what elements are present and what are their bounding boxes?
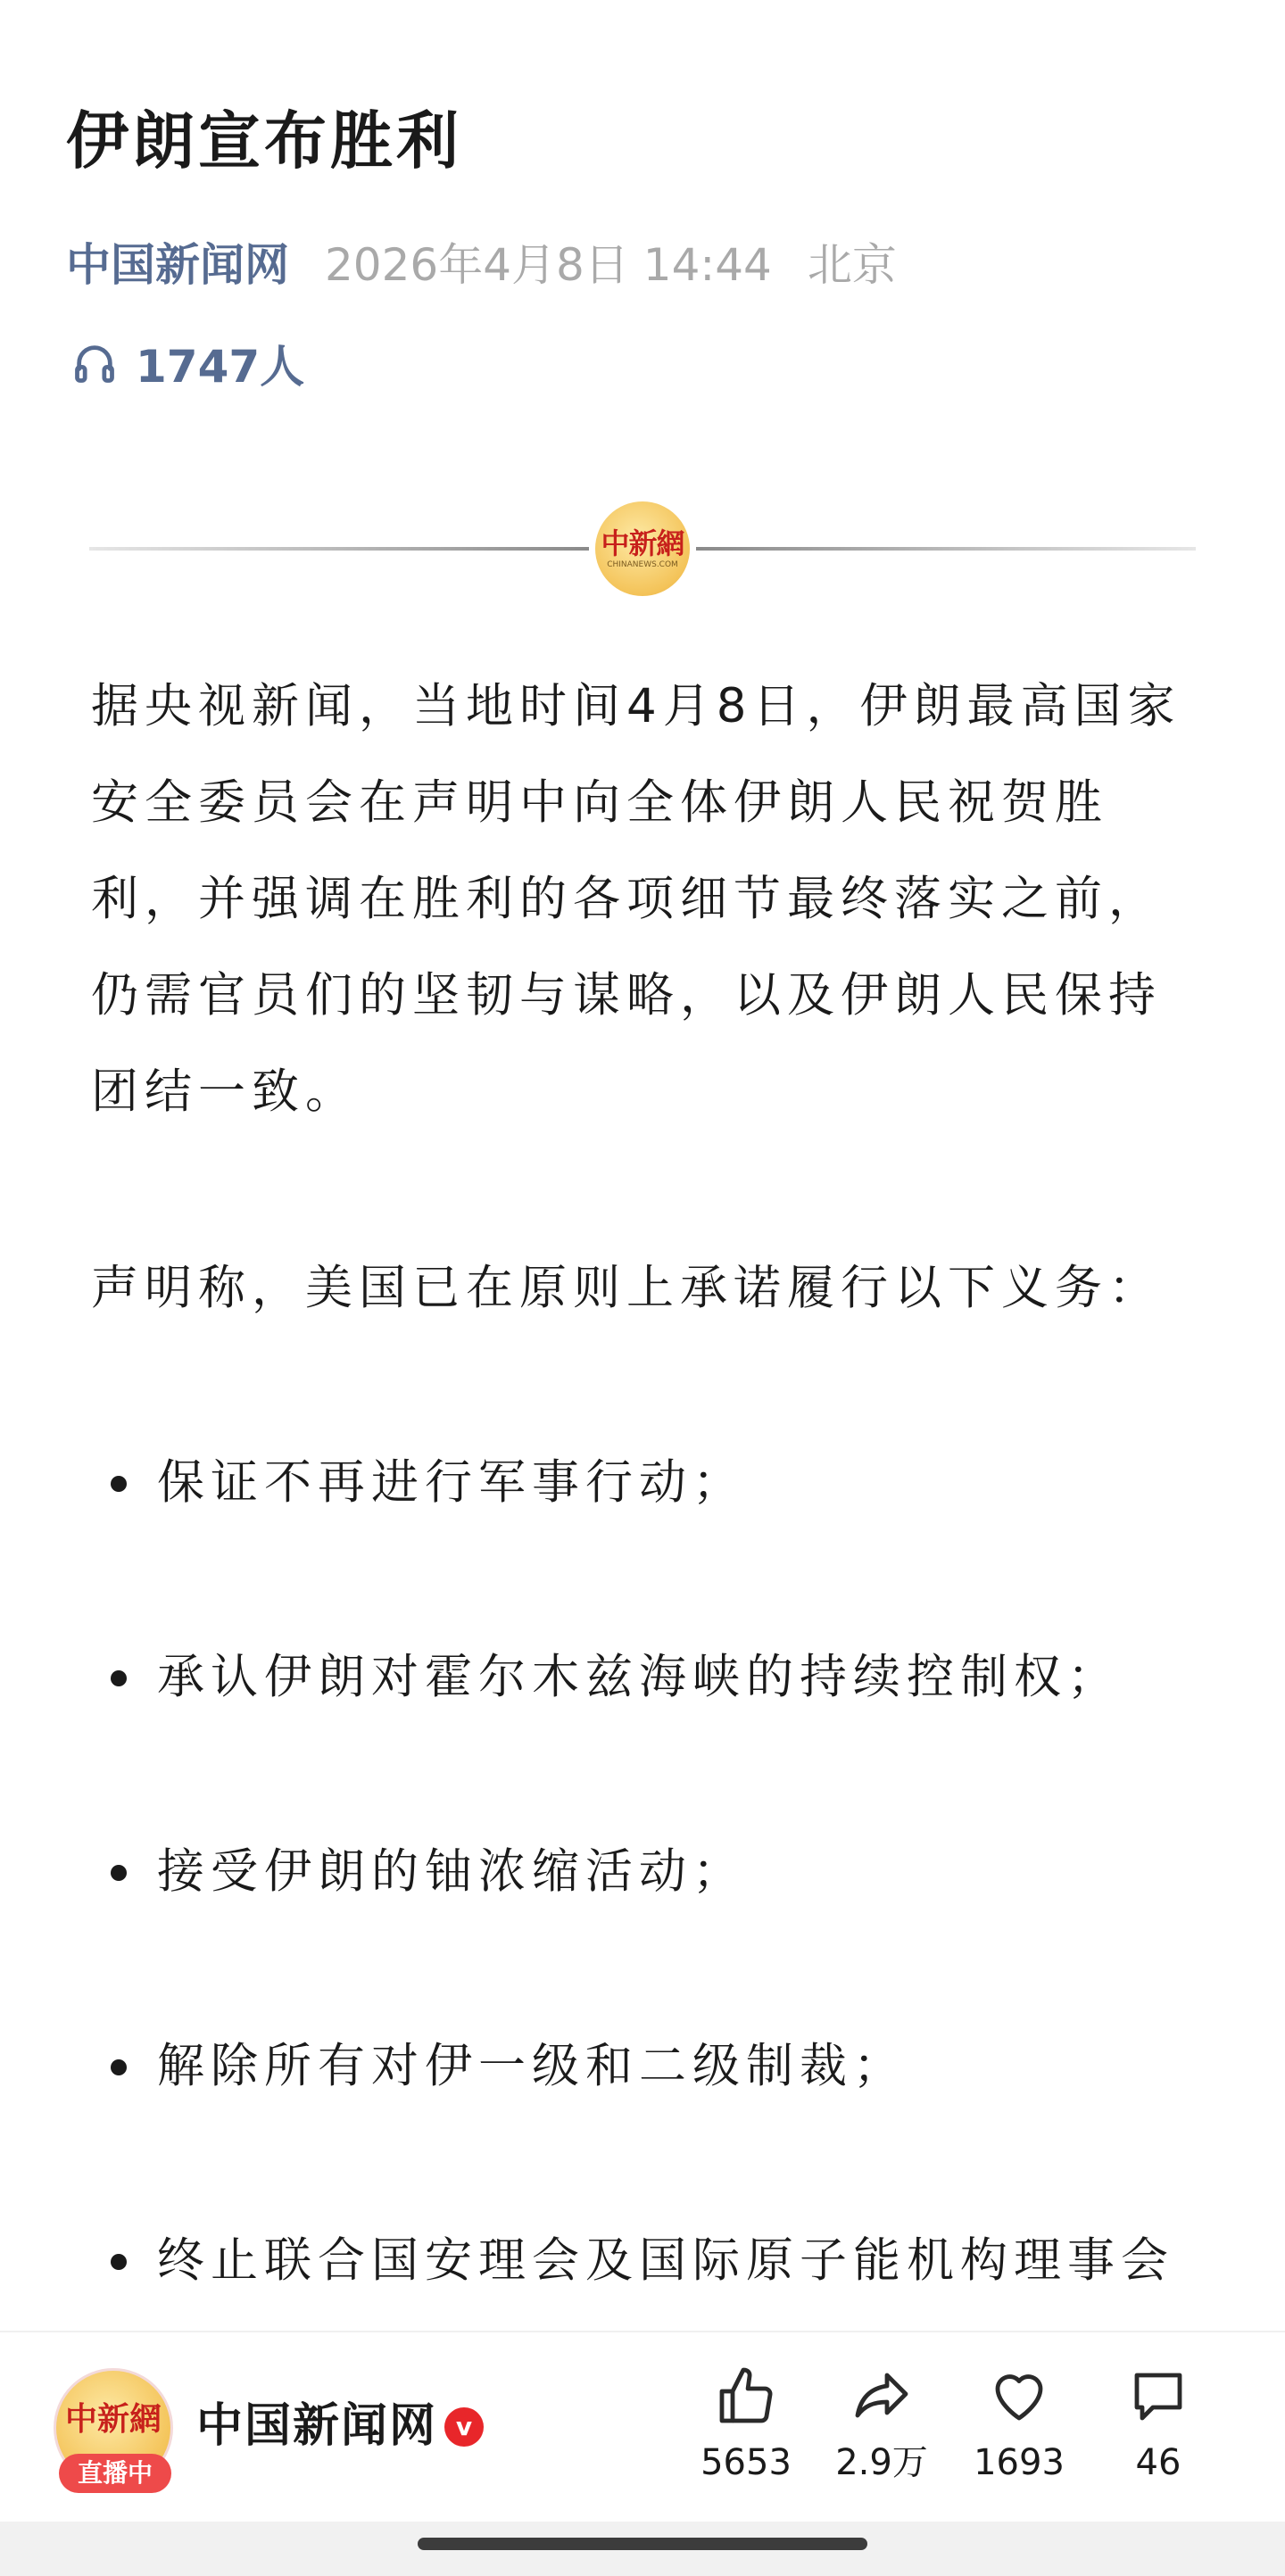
live-badge[interactable]: 直播中 [59, 2454, 171, 2493]
favorite-button[interactable] [957, 2365, 1082, 2489]
list-item [91, 1824, 1215, 2018]
publish-date: 2026年4月8日 14:44 [325, 239, 772, 291]
thumbs-up-icon [714, 2365, 778, 2429]
like-count: 5653 [701, 2442, 792, 2483]
bullet-dot [111, 2059, 127, 2075]
divider-line-left [89, 547, 589, 551]
list-item-text: 接受伊朗的铀浓缩活动； [157, 1844, 746, 1899]
share-button[interactable] [819, 2365, 944, 2489]
listen-button[interactable] [71, 332, 304, 394]
list-item-text: 保证不再进行军事行动； [157, 1455, 746, 1510]
home-gesture-bar[interactable] [418, 2538, 867, 2550]
obligations-list [91, 1435, 1215, 2329]
verified-icon: v [444, 2407, 484, 2447]
list-item [91, 1435, 1215, 1629]
section-divider [89, 501, 1196, 594]
avatar-logo-text: 中新網 [64, 2400, 162, 2438]
paragraph: 据央视新闻，当地时间4月8日，伊朗最高国家安全委员会在声明中向全体伊朗人民祝贺胜利，并强调在胜利的各项细节最终落实之前，仍需官员们的坚韧与谋略，以及伊朗人民保持团结一致。 [91, 679, 1181, 1119]
account-name[interactable]: 中国新闻网 [196, 2399, 438, 2453]
list-item [91, 2018, 1215, 2213]
list-item-text: 终止联合国安理会及国际原子能机构理事会 [157, 2233, 1174, 2288]
article-title: 伊朗宣布胜利 [66, 104, 462, 178]
system-navigation-area [0, 2522, 1285, 2576]
share-count: 2.9万 [835, 2442, 928, 2483]
listen-count: 1747人 [136, 341, 305, 393]
logo-text: 中新網 [601, 526, 684, 560]
bullet-dot [111, 1476, 127, 1492]
paragraph: 声明称，美国已在原则上承诺履行以下义务： [91, 1261, 1162, 1315]
publish-location: 北京 [807, 239, 897, 291]
bottom-action-bar [0, 2331, 1285, 2520]
bullet-dot [111, 2254, 127, 2270]
divider-line-right [696, 547, 1196, 551]
list-item [91, 1629, 1215, 1824]
share-arrow-icon [850, 2365, 914, 2429]
comment-count: 46 [1135, 2442, 1181, 2483]
chinanews-logo [595, 501, 690, 596]
bullet-dot [111, 1865, 127, 1881]
list-item-text: 解除所有对伊一级和二级制裁； [157, 2039, 907, 2093]
like-button[interactable] [684, 2365, 808, 2489]
logo-subtext: CHINANEWS.COM [607, 560, 678, 569]
comment-bubble-icon [1126, 2365, 1190, 2429]
list-item-text: 承认伊朗对霍尔木兹海峡的持续控制权； [157, 1650, 1121, 1704]
list-item [91, 2213, 1215, 2329]
headphones-icon [71, 340, 118, 386]
source-link[interactable]: 中国新闻网 [66, 239, 289, 291]
bullet-dot [111, 1670, 127, 1686]
heart-icon [987, 2365, 1051, 2429]
comment-button[interactable] [1096, 2365, 1221, 2489]
article-meta [66, 234, 897, 296]
favorite-count: 1693 [974, 2442, 1065, 2483]
